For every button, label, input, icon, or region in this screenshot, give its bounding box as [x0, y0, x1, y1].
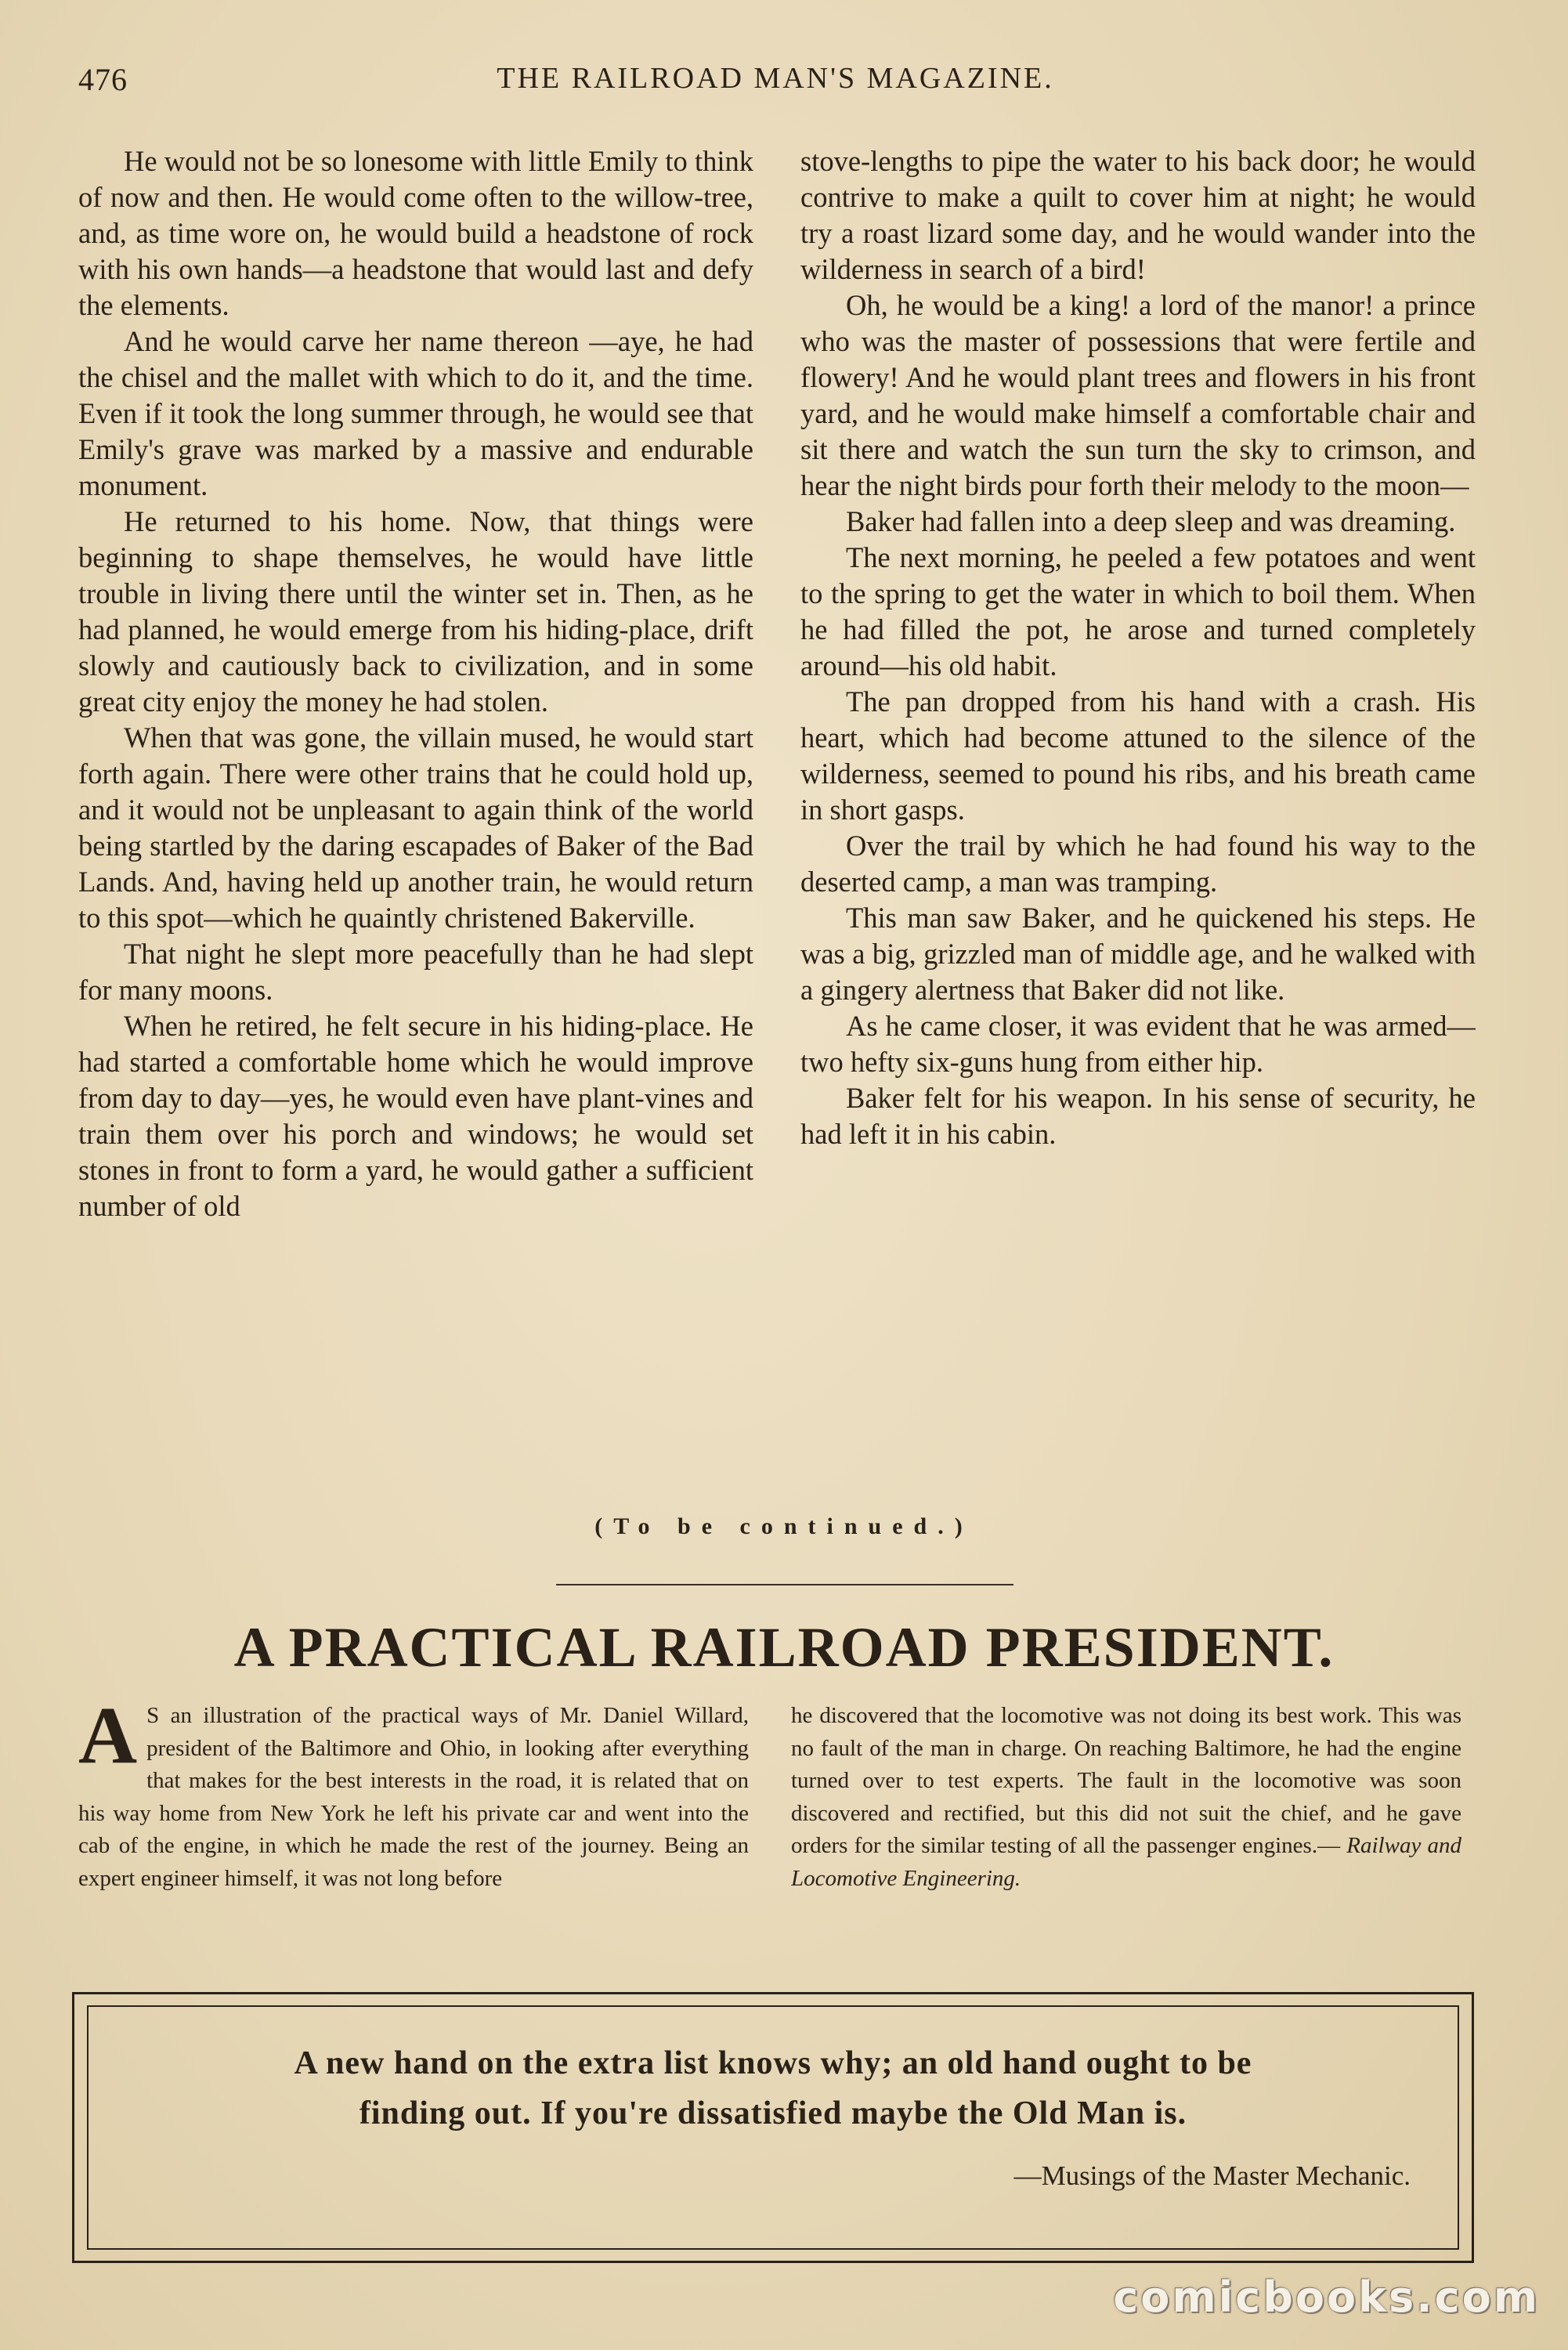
quote-line: finding out. If you're dissatisfied maybe the Old Man is. [359, 2095, 1187, 2131]
page-header [78, 61, 1472, 108]
story-paragraph: Baker felt for his weapon. In his sense of security, he had left it in his cabin. [800, 1082, 1476, 1150]
quote-box-inner [87, 2005, 1459, 2250]
article-text: he discovered that the locomotive was not doing its best work. This was no fault of the man in charge. On reaching Baltimore, he had the engine turned over to test experts. The fault in the locomotive was soon discovered and rectified, but this did not suit the chief, and he gave orders for the similar testing of all the passenger engines.— [791, 1703, 1461, 1858]
story-paragraph: Baker had fallen into a deep sleep and was dreaming. [846, 505, 1456, 537]
running-title: THE RAILROAD MAN'S MAGAZINE. [497, 62, 1054, 95]
story-right-column [800, 143, 1476, 1506]
article-left-column [78, 1700, 749, 1958]
page-number: 476 [78, 62, 128, 97]
article-text: S an illustration of the practical ways of Mr. Daniel Willard, president of the Baltimore and Ohio, in looking after everything that makes for the best interests in the road, it is related that on his way home from New York he left his private car and went into the cab of the engine, in which he made the rest of the journey. Being an expert engineer himself, it was not long before [78, 1703, 749, 1891]
story-columns [78, 143, 1476, 1506]
story-paragraph: He returned to his home. Now, that things were beginning to shape themselves, he would have little trouble in living there until the winter set in. Then, as he had planned, he would emerge from his hiding-place, drift slowly and cautiously back to civilization, and in some great city enjoy the money he had stolen. [78, 505, 753, 718]
story-left-column [78, 143, 753, 1506]
story-paragraph: That night he slept more peacefully than he had slept for many moons. [78, 938, 753, 1006]
story-paragraph: The pan dropped from his hand with a crash. His heart, which had become attuned to the silence of the wilderness, seemed to pound his ribs, and his breath came in short gasps. [800, 685, 1476, 826]
story-paragraph: As he came closer, it was evident that he was armed—two hefty six-guns hung from either hip. [800, 1010, 1476, 1078]
story-paragraph: When he retired, he felt secure in his hiding-place. He had started a comfortable home which he would improve from day to day—yes, he would even have plant-vines and train them over his porch and windows; he would set stones in front to form a yard, he would gather a sufficient number of old [78, 1010, 753, 1222]
article-citation: Railway and Locomotive Engineering. [791, 1833, 1461, 1891]
quote-line: A new hand on the extra list knows why; an old hand ought to be [294, 2045, 1252, 2081]
story-paragraph: And he would carve her name thereon —aye, he had the chisel and the mallet with which to do it, and the time. Even if it took the long summer through, he would see that Emily's grave was marked by a massive and endurable monument. [78, 325, 753, 501]
quote-box [72, 1992, 1474, 2263]
section-divider [556, 1584, 1013, 1585]
quote-attribution: —Musings of the Master Mechanic. [1013, 2160, 1411, 2191]
story-paragraph: The next morning, he peeled a few potatoes and went to the spring to get the water in which to boil them. When he had filled the pot, he arose and turned completely around—his old habit. [800, 541, 1476, 682]
article-title: A PRACTICAL RAILROAD PRESIDENT. [233, 1616, 1335, 1679]
drop-cap: A [78, 1700, 138, 1781]
story-paragraph: This man saw Baker, and he quickened his steps. He was a big, grizzled man of middle age, and he walked with a gingery alertness that Baker did not like. [800, 902, 1476, 1006]
story-paragraph: When that was gone, the villain mused, he would start forth again. There were other trains that he could hold up, and it would not be unpleasant to again think of the world being startled by the daring escapades of Baker of the Bad Lands. And, having held up another train, he would return to this spot—which he quaintly christened Bakerville. [78, 721, 753, 934]
article-right-column [791, 1700, 1461, 1958]
site-watermark: comicbooks.com [1113, 2272, 1540, 2322]
story-paragraph: He would not be so lonesome with little Emily to think of now and then. He would come often to the willow-tree, and, as time wore on, he would build a headstone of rock with his own hands—a headstone that would last and defy the elements. [78, 145, 753, 321]
story-paragraph: Over the trail by which he had found his way to the deserted camp, a man was tramping. [800, 830, 1476, 898]
story-paragraph: Oh, he would be a king! a lord of the manor! a prince who was the master of possessions that were fertile and flowery! And he would plant trees and flowers in his front yard, and he would make himself a comfortable chair and sit there and watch the sun turn the sky to crimson, and hear the night birds pour forth their melody to the moon— [800, 289, 1476, 501]
to-be-continued: (To be continued.) [594, 1513, 974, 1539]
story-paragraph-continued: stove-lengths to pipe the water to his back door; he would contrive to make a quilt to cover him at night; he would try a roast lizard some day, and he would wander into the wilderness in search of a bird! [800, 145, 1476, 285]
article-body [78, 1700, 1472, 1958]
